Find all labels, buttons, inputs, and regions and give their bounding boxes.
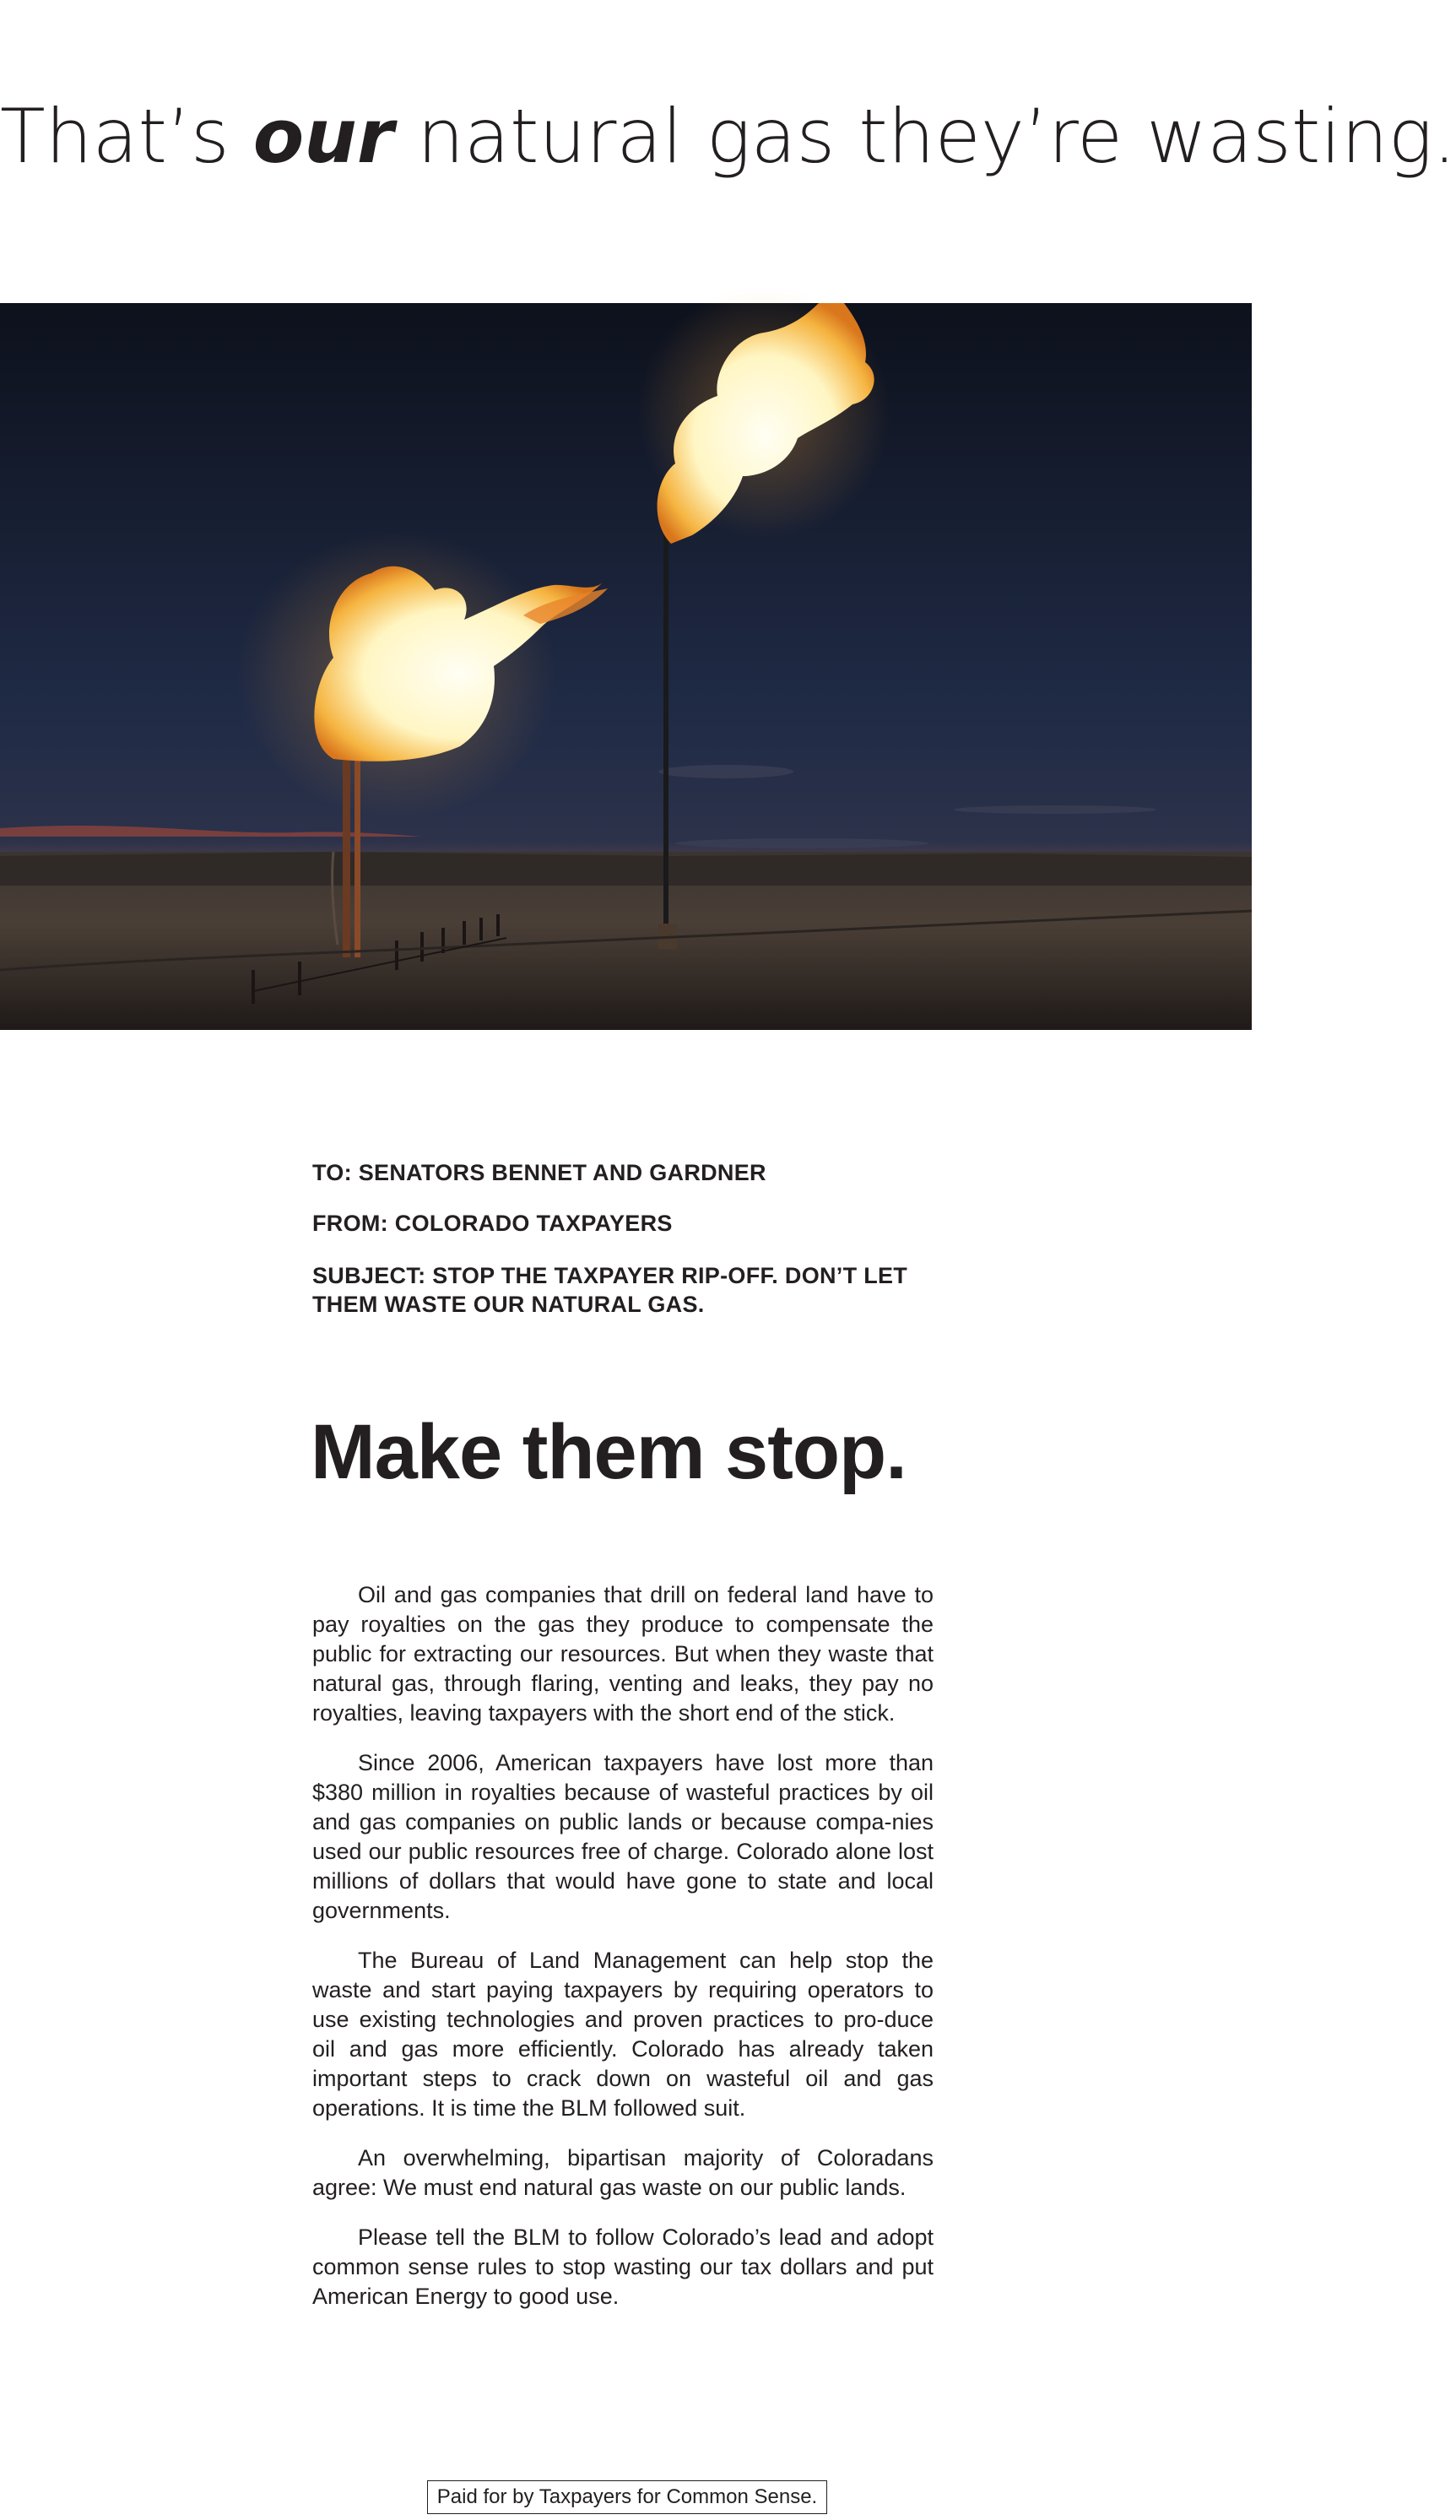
memo-to: TO: SENATORS BENNET AND GARDNER xyxy=(312,1160,766,1185)
memo-subject: SUBJECT: STOP THE TAXPAYER RIP-OFF. DON’T LET THEM WASTE OUR NATURAL GAS. xyxy=(312,1263,908,1317)
gas-flare-photo xyxy=(0,303,1252,1030)
body-paragraph: The Bureau of Land Management can help stop the waste and start paying taxpayers by requiring operators to use existing technologies and proven practices to pro-duce oil and gas more efficiently. Colorado has already taken important steps to crack down on wasteful oil and gas operations. It is time the BLM followed suit. xyxy=(312,1948,934,2121)
memo-from: FROM: COLORADO TAXPAYERS xyxy=(312,1211,673,1236)
body-paragraph: Oil and gas companies that drill on federal land have to pay royalties on the gas they produce to compensate the public for extracting our resources. But when they waste that natural gas, through flaring, venting and leaks, they pay no royalties, leaving taxpayers with the short end of the stick. xyxy=(312,1582,934,1726)
body-paragraph: Since 2006, American taxpayers have lost more than $380 million in royalties because of wasteful practices by oil and gas companies on public lands or because compa-nies used our public resources free of charge. Colorado alone lost millions of dollars that would have gone to state and local governments. xyxy=(312,1750,934,1923)
headline xyxy=(0,93,1456,180)
headline-before: That’s xyxy=(0,93,253,180)
paid-for-disclaimer: Paid for by Taxpayers for Common Sense. xyxy=(427,2480,827,2514)
headline-emphasis: our xyxy=(252,93,394,180)
body-text xyxy=(312,1580,934,2332)
headline-after: natural gas they’re wasting. xyxy=(393,93,1456,180)
body-paragraph: Please tell the BLM to follow Colorado’s lead and adopt common sense rules to stop wasting our tax dollars and put American Energy to good use. xyxy=(312,2225,934,2309)
section-heading: Make them stop. xyxy=(311,1409,907,1495)
body-paragraph: An overwhelming, bipartisan majority of Coloradans agree: We must end natural gas waste on our public lands. xyxy=(312,2145,934,2200)
